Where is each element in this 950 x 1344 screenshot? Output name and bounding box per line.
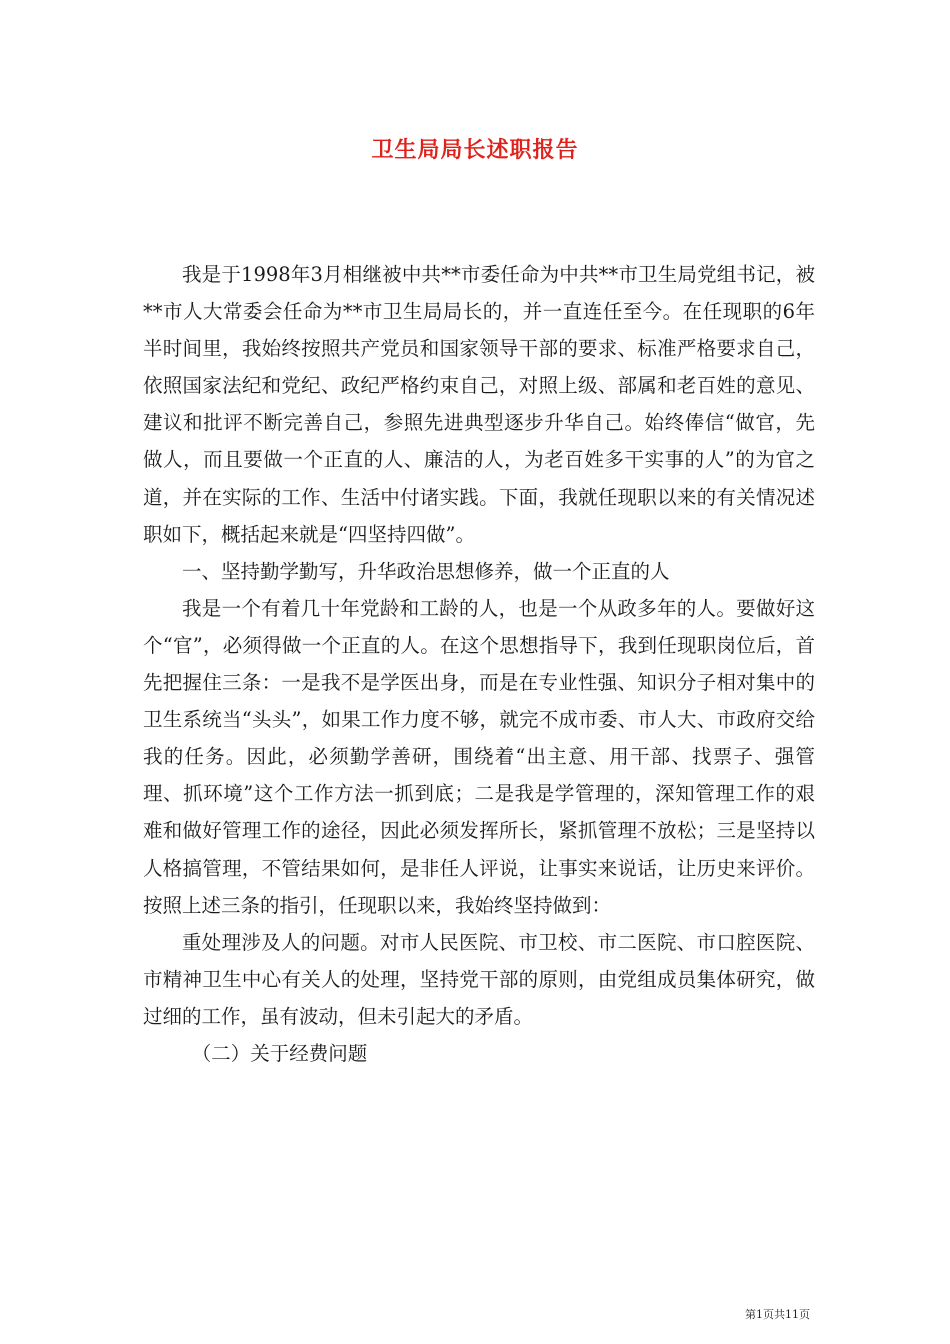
paragraph-personnel: 重处理涉及人的问题。对市人民医院、市卫校、市二医院、市口腔医院、市精神卫生中心有关人的处理，坚持党干部的原则，由党组成员集体研究，做过细的工作，虽有波动，但未引起大的矛盾。 <box>143 930 815 1028</box>
paragraph-intro: 我是于1998年3月相继被中共**市委任命为中共**市卫生局党组书记，被**市人大常委会任命为**市卫生局局长的，并一直连任至今。在任现职的6年半时间里，我始终按照共产党员和国家领导干部的要求、标准严格要求自己，依照国家法纪和党纪、政纪严格约束自己，对照上级、部属和老百姓的意见、建议和批评不断完善自己，参照先进典型逐步升华自己。始终俸信“做官，先做人，而且要做一个正直的人、廉洁的人，为老百姓多干实事的人”的为官之道，并在实际的工作、生活中付诸实践。下面，我就任现职以来的有关情况述职如下，概括起来就是“四坚持四做”。 <box>143 263 815 546</box>
document-body <box>143 256 815 1072</box>
page-title: 卫生局局长述职报告 <box>371 137 579 163</box>
paragraph-section-1: 我是一个有着几十年党龄和工龄的人，也是一个从政多年的人。要做好这个“官”，必须得做一个正直的人。在这个思想指导下，我到任现职岗位后，首先把握住三条：一是我不是学医出身，而是在专业性强、知识分子相对集中的卫生系统当“头头”，如果工作力度不够，就完不成市委、市人大、市政府交给我的任务。因此，必须勤学善研，围绕着“出主意、用干部、找票子、强管理、抓环境”这个工作方法一抓到底；二是我是学管理的，深知管理工作的艰难和做好管理工作的途径，因此必须发挥所长，紧抓管理不放松；三是坚持以人格搞管理，不管结果如何，是非任人评说，让事实来说话，让历史来评价。按照上述三条的指引，任现职以来，我始终坚持做到： <box>143 596 815 917</box>
subsection-heading-2: （二）关于经费问题 <box>191 1041 368 1065</box>
section-heading-1: 一、坚持勤学勤写，升华政治思想修养，做一个正直的人 <box>182 559 670 583</box>
page-number: 第1页共11页 <box>745 1308 810 1321</box>
